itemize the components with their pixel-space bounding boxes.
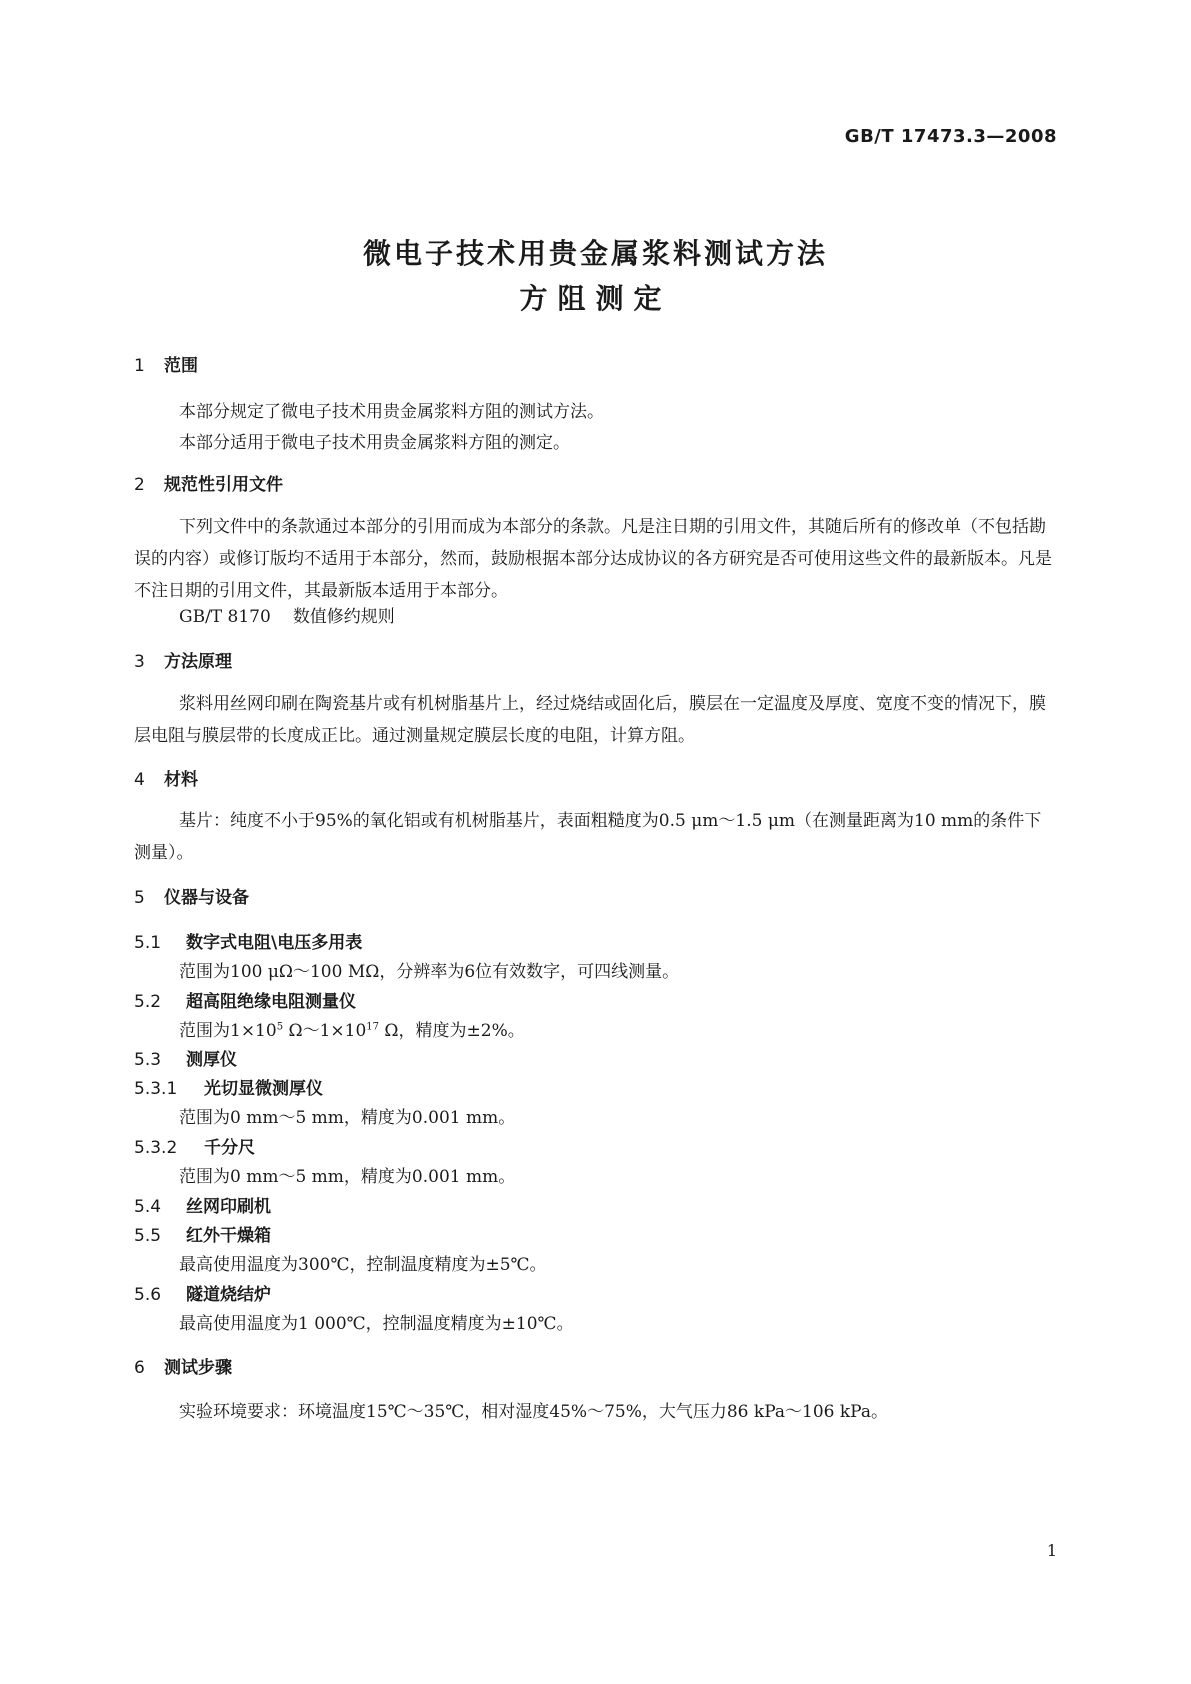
subsection-5-5-heading	[134, 1221, 271, 1246]
section-title: 材料	[164, 770, 198, 790]
subsection-5-2-text	[179, 1016, 525, 1041]
section-title: 方法原理	[164, 652, 232, 672]
subsection-5-3-heading	[134, 1045, 237, 1070]
section-number: 5	[134, 888, 145, 908]
section-number: 3	[134, 652, 145, 672]
subsection-5-3-1-heading	[134, 1074, 323, 1099]
section-number: 5.5	[134, 1226, 162, 1246]
section-number: 2	[134, 475, 145, 495]
subsection-5-3-1-text: 范围为0 mm～5 mm，精度为0.001 mm。	[179, 1108, 516, 1128]
section-number: 5.2	[134, 992, 162, 1012]
document-title: 微电子技术用贵金属浆料测试方法	[362, 237, 828, 270]
section-title: 光切显微测厚仪	[204, 1079, 323, 1099]
subsection-5-2-heading	[134, 987, 356, 1012]
subsection-5-1-heading	[134, 928, 362, 953]
normative-reference	[179, 602, 395, 627]
section-title: 范围	[164, 356, 198, 376]
section-5-heading	[134, 883, 249, 908]
exponent: 5	[276, 1021, 284, 1033]
subsection-5-1-text: 范围为100 μΩ～100 MΩ，分辨率为6位有效数字，可四线测量。	[179, 962, 680, 982]
section-title: 千分尺	[204, 1138, 255, 1158]
exponent: 17	[366, 1021, 380, 1033]
subsection-5-5-text: 最高使用温度为300℃，控制温度精度为±5℃。	[179, 1255, 547, 1275]
section-4-heading	[134, 765, 198, 790]
reference-title: 数值修约规则	[292, 607, 395, 627]
section-title: 丝网印刷机	[186, 1197, 271, 1217]
section-2-heading	[134, 470, 283, 495]
section-number: 4	[134, 770, 145, 790]
page-number: 1	[1046, 1541, 1057, 1560]
subsection-5-6-text: 最高使用温度为1 000℃，控制温度精度为±10℃。	[179, 1314, 574, 1334]
text-part: 范围为1×10	[179, 1021, 277, 1041]
section-4-paragraph: 基片：纯度不小于95%的氧化铝或有机树脂基片，表面粗糙度为0.5 μm～1.5 μm（在测量距离为10 mm的条件下测量）。	[134, 811, 1042, 863]
subsection-5-6-heading	[134, 1280, 271, 1305]
section-title: 超高阻绝缘电阻测量仪	[186, 992, 356, 1012]
subsection-5-4-heading	[134, 1192, 271, 1217]
section-title: 仪器与设备	[164, 888, 249, 908]
text-part: Ω～1×10	[283, 1021, 367, 1041]
section-number: 6	[134, 1358, 145, 1378]
reference-code: GB/T 8170	[179, 607, 271, 627]
section-number: 5.6	[134, 1285, 162, 1305]
section-number: 5.1	[134, 933, 162, 953]
section-3-paragraph: 浆料用丝网印刷在陶瓷基片或有机树脂基片上，经过烧结或固化后，膜层在一定温度及厚度、宽度不变的情况下，膜层电阻与膜层带的长度成正比。通过测量规定膜层长度的电阻，计算方阻。	[134, 694, 1046, 746]
section-title: 隧道烧结炉	[186, 1285, 271, 1305]
section-title: 测试步骤	[164, 1358, 232, 1378]
section-number: 5.3.1	[134, 1079, 178, 1099]
section-number: 5.3	[134, 1050, 162, 1070]
section-number: 5.3.2	[134, 1138, 178, 1158]
section-6-paragraph: 实验环境要求：环境温度15℃～35℃，相对湿度45%～75%，大气压力86 kPa～106 kPa。	[179, 1402, 888, 1422]
section-title: 数字式电阻\电压多用表	[186, 933, 363, 953]
subsection-5-3-2-heading	[134, 1133, 255, 1158]
standard-code: GB/T 17473.3—2008	[844, 126, 1057, 147]
text-part: Ω，精度为±2%。	[379, 1021, 525, 1041]
section-title: 规范性引用文件	[164, 475, 283, 495]
section-title: 红外干燥箱	[186, 1226, 271, 1246]
section-1-paragraph-1: 本部分规定了微电子技术用贵金属浆料方阻的测试方法。	[179, 402, 604, 422]
section-number: 1	[134, 356, 145, 376]
subsection-5-3-2-text: 范围为0 mm～5 mm，精度为0.001 mm。	[179, 1167, 516, 1187]
section-2-paragraph: 下列文件中的条款通过本部分的引用而成为本部分的条款。凡是注日期的引用文件，其随后所有的修改单（不包括勘误的内容）或修订版均不适用于本部分，然而，鼓励根据本部分达成协议的各方研究是否可使用这些文件的最新版本。凡是不注日期的引用文件，其最新版本适用于本部分。	[134, 517, 1052, 601]
section-title: 测厚仪	[186, 1050, 237, 1070]
section-6-heading	[134, 1353, 232, 1378]
section-3-heading	[134, 647, 232, 672]
document-subtitle: 方阻测定	[519, 282, 672, 315]
section-number: 5.4	[134, 1197, 162, 1217]
section-1-heading	[134, 351, 198, 376]
section-1-paragraph-2: 本部分适用于微电子技术用贵金属浆料方阻的测定。	[179, 433, 570, 453]
